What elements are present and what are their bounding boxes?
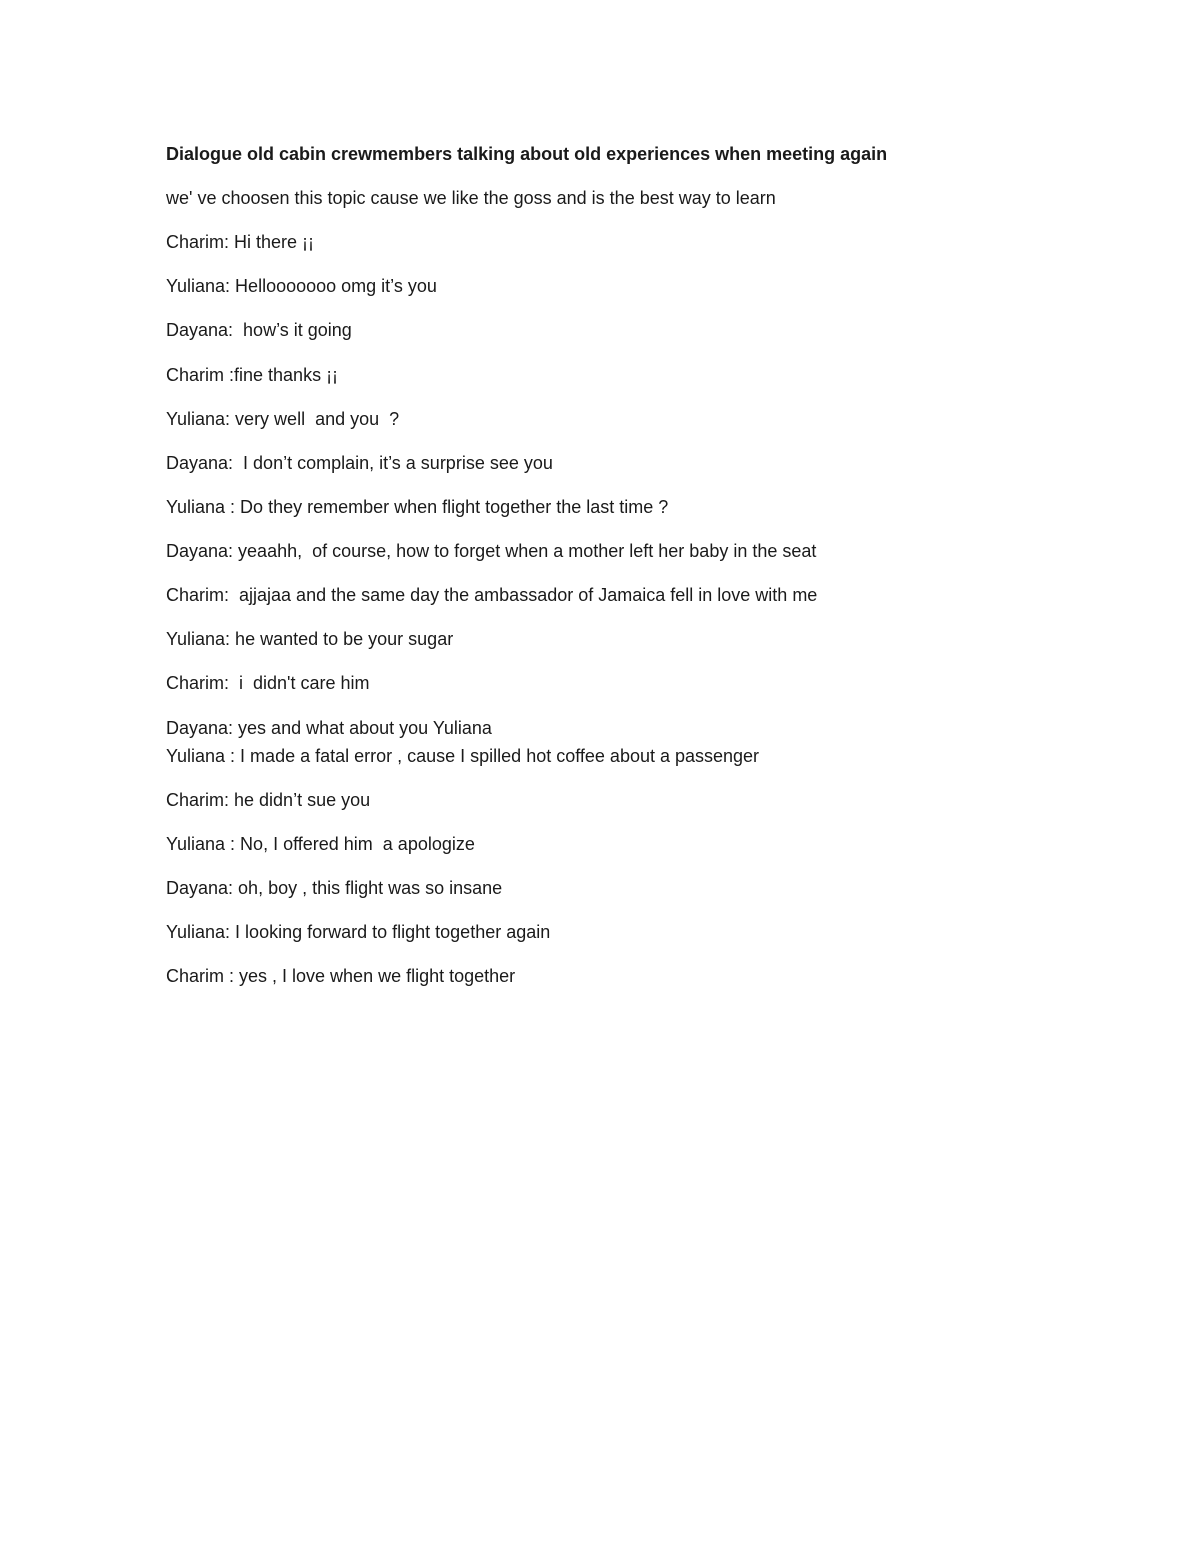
dialogue-line: Dayana: yeaahh, of course, how to forget when a mother left her baby in the seat — [166, 541, 817, 561]
dialogue-line: Charim: he didn’t sue you — [166, 790, 371, 810]
dialogue-line: Yuliana: very well and you ? — [166, 409, 400, 429]
intro-text: we' ve choosen this topic cause we like the goss and is the best way to learn — [166, 188, 776, 208]
dialogue-line: Yuliana : No, I offered him a apologize — [166, 834, 475, 854]
dialogue-line: Dayana: I don’t complain, it’s a surprise see you — [166, 453, 553, 473]
dialogue-line: Charim: Hi there ¡¡ — [166, 232, 315, 252]
dialogue-line: Yuliana: he wanted to be your sugar — [166, 629, 454, 649]
dialogue-line: Yuliana : Do they remember when flight together the last time ? — [166, 497, 669, 517]
dialogue-line: Dayana: yes and what about you Yuliana — [166, 718, 492, 738]
dialogue-line: Charim: ajjajaa and the same day the ambassador of Jamaica fell in love with me — [166, 585, 818, 605]
dialogue-line: Charim :fine thanks ¡¡ — [166, 365, 339, 385]
dialogue-line: Charim: i didn't care him — [166, 673, 370, 693]
dialogue-line: Dayana: how’s it going — [166, 320, 352, 340]
dialogue-line: Charim : yes , I love when we flight together — [166, 966, 516, 986]
dialogue-line: Dayana: oh, boy , this flight was so insane — [166, 878, 503, 898]
dialogue-line: Yuliana: I looking forward to flight together again — [166, 922, 551, 942]
dialogue-line: Yuliana: Hellooooooo omg it’s you — [166, 276, 437, 296]
dialogue-line: Yuliana : I made a fatal error , cause I spilled hot coffee about a passenger — [166, 746, 760, 766]
document-title: Dialogue old cabin crewmembers talking about old experiences when meeting again — [166, 144, 888, 164]
